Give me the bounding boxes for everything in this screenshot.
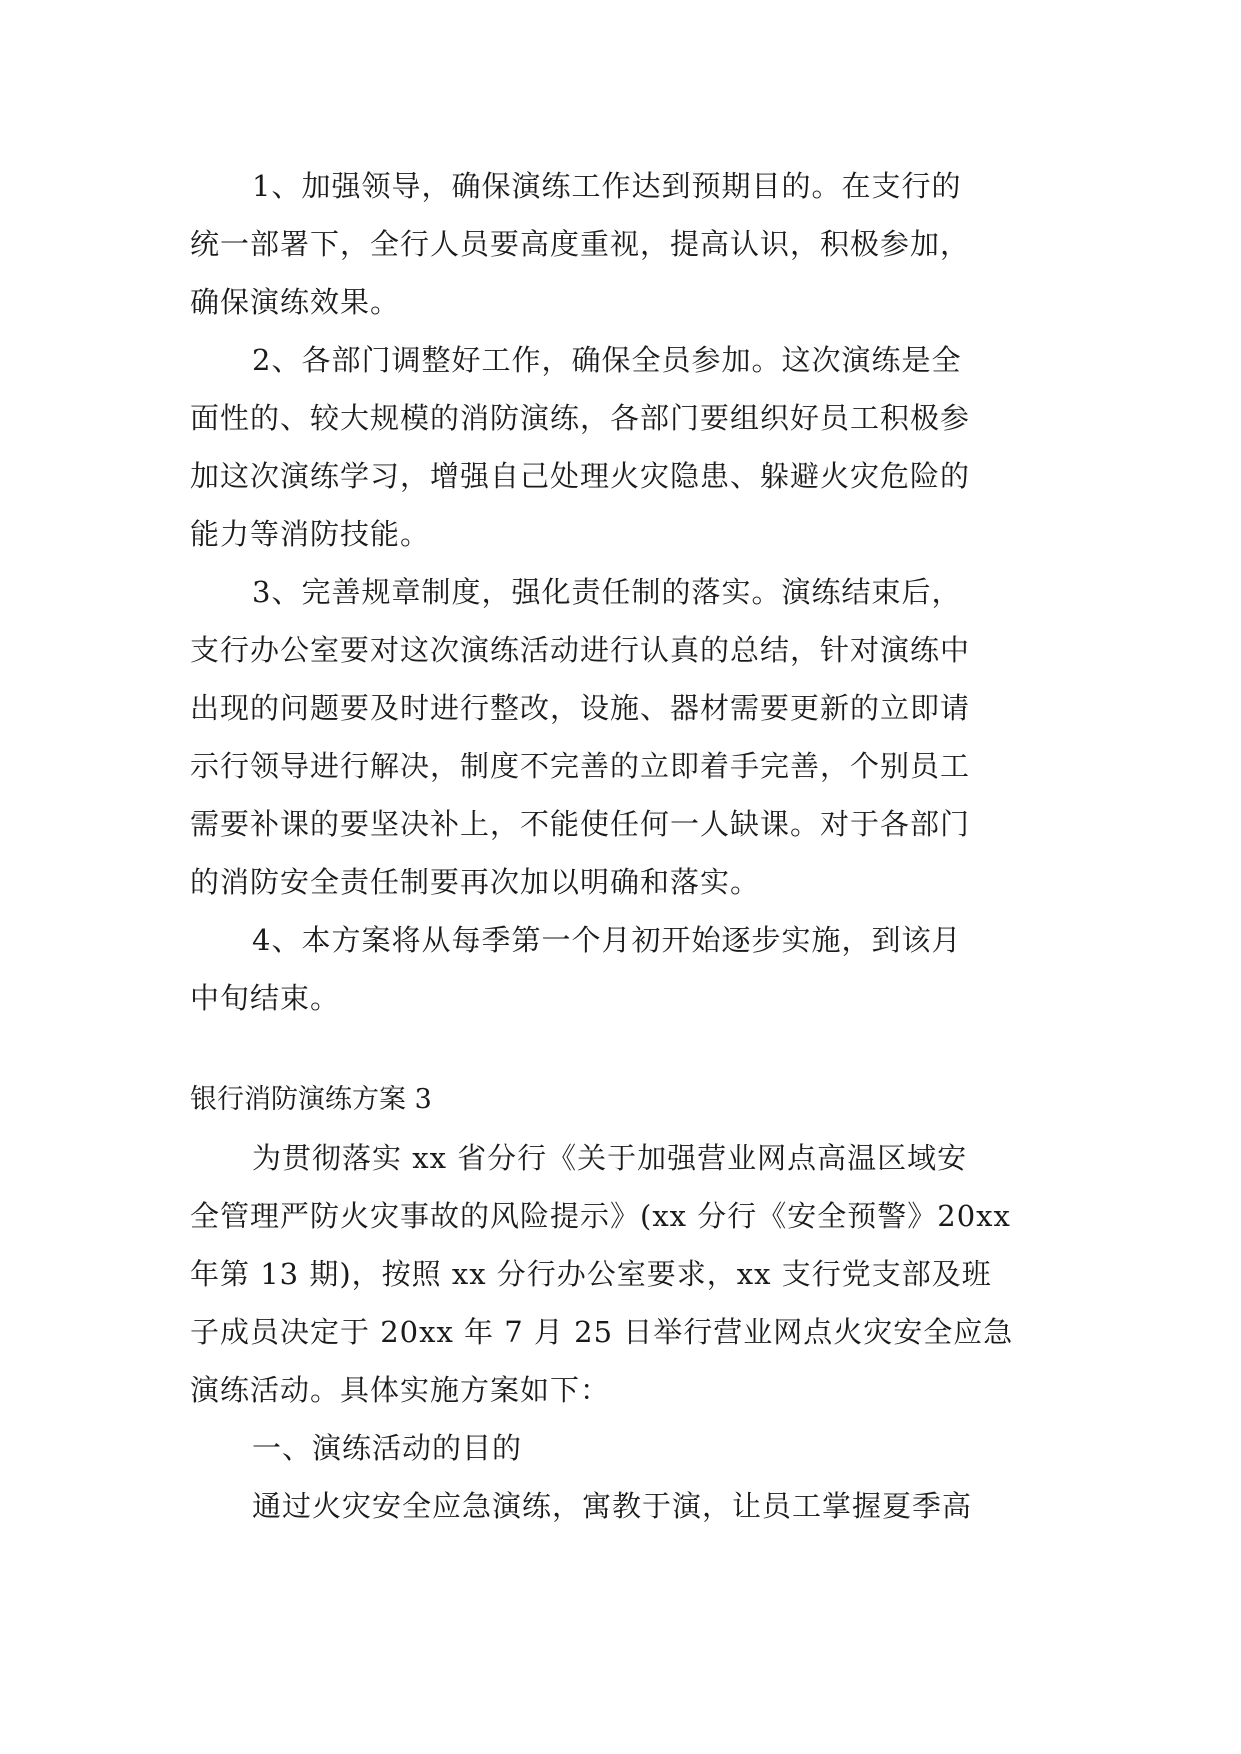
paragraph-1-line-3: 确保演练效果。 xyxy=(190,285,401,319)
paragraph-1-line-2: 统一部署下，全行人员要高度重视，提高认识，积极参加， xyxy=(190,227,971,261)
paragraph-3-line-2: 支行办公室要对这次演练活动进行认真的总结，针对演练中 xyxy=(190,633,971,667)
paragraph-3-line-5: 需要补课的要坚决补上，不能使任何一人缺课。对于各部门 xyxy=(190,807,971,841)
paragraph-2-line-1: 2、各部门调整好工作，确保全员参加。这次演练是全 xyxy=(252,343,962,377)
paragraph-4-line-1: 4、本方案将从每季第一个月初开始逐步实施，到该月 xyxy=(252,923,962,957)
paragraph-4-line-2: 中旬结束。 xyxy=(190,981,341,1015)
paragraph-5-line-4: 子成员决定于 20xx 年 7 月 25 日举行营业网点火灾安全应急 xyxy=(190,1315,1014,1349)
section-heading: 银行消防演练方案 3 xyxy=(190,1084,432,1115)
paragraph-3-line-3: 出现的问题要及时进行整改，设施、器材需要更新的立即请 xyxy=(190,691,971,725)
paragraph-3-line-1: 3、完善规章制度，强化责任制的落实。演练结束后， xyxy=(252,575,962,609)
paragraph-5-line-3: 年第 13 期)，按照 xx 分行办公室要求，xx 支行党支部及班 xyxy=(190,1257,992,1291)
paragraph-2-line-2: 面性的、较大规模的消防演练，各部门要组织好员工积极参 xyxy=(190,401,971,435)
subheading-purpose: 一、演练活动的目的 xyxy=(252,1431,523,1465)
paragraph-5-line-1: 为贯彻落实 xx 省分行《关于加强营业网点高温区域安 xyxy=(252,1141,968,1175)
paragraph-2-line-4: 能力等消防技能。 xyxy=(190,517,431,551)
paragraph-5-line-2: 全管理严防火灾事故的风险提示》(xx 分行《安全预警》20xx xyxy=(190,1199,1011,1233)
paragraph-1-line-1: 1、加强领导，确保演练工作达到预期目的。在支行的 xyxy=(252,169,962,203)
paragraph-2-line-3: 加这次演练学习，增强自己处理火灾隐患、躲避火灾危险的 xyxy=(190,459,971,493)
paragraph-6-line-1: 通过火灾安全应急演练，寓教于演，让员工掌握夏季高 xyxy=(252,1489,973,1523)
paragraph-3-line-4: 示行领导进行解决，制度不完善的立即着手完善，个别员工 xyxy=(190,749,971,783)
paragraph-5-line-5: 演练活动。具体实施方案如下： xyxy=(190,1373,611,1407)
paragraph-3-line-6: 的消防安全责任制要再次加以明确和落实。 xyxy=(190,865,761,899)
